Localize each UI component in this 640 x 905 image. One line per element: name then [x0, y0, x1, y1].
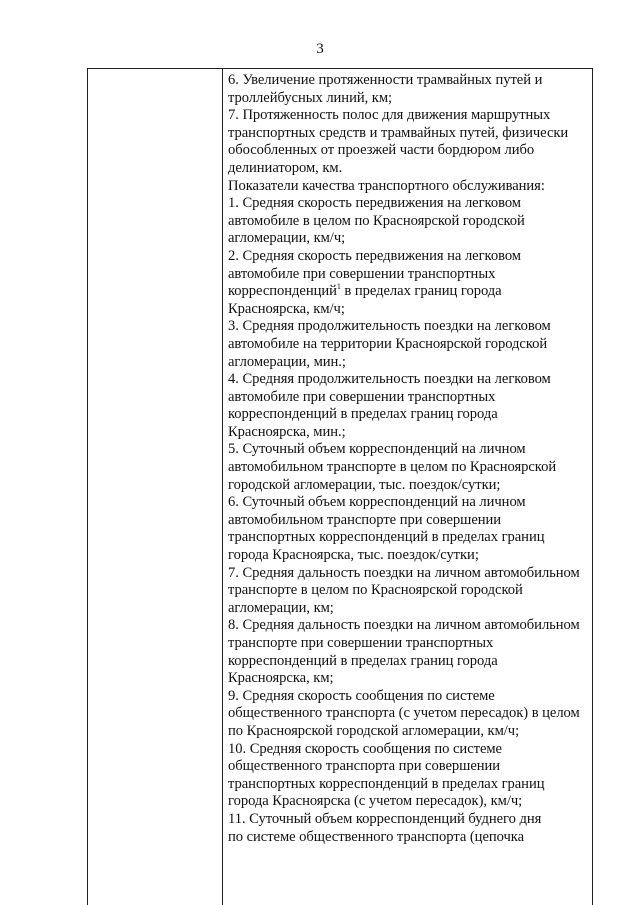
text-line: по Красноярской городской агломерации, км/ч; [228, 722, 520, 739]
text-fragment: в пределах границ города [340, 283, 502, 300]
text-line: автомобиле при совершении транспортных [228, 388, 496, 405]
text-line: по системе общественного транспорта (цепочка [228, 828, 525, 845]
text-fragment: корреспонденций [228, 283, 337, 300]
text-line: агломерации, км/ч; [228, 230, 346, 247]
text-line: автомобильном транспорте в целом по Красноярской [228, 459, 557, 476]
text-line: 6. Суточный объем корреспонденций на личном [228, 494, 526, 511]
text-line: автомобильном транспорте при совершении [228, 511, 502, 528]
text-line: 2. Средняя скорость передвижения на легковом [228, 247, 521, 264]
text-line: автомобиле на территории Красноярской городской [228, 335, 548, 352]
text-line: городской агломерации, тыс. поездок/сутки; [228, 476, 501, 493]
text-line: делиниатором, км. [228, 159, 343, 176]
text-line: автомобиле при совершении транспортных [228, 265, 496, 282]
text-line: 4. Средняя продолжительность поездки на легковом [228, 371, 551, 388]
text-line: города Красноярска, тыс. поездок/сутки; [228, 547, 479, 564]
text-line: 3. Средняя продолжительность поездки на легковом [228, 318, 551, 335]
text-line: автомобиле в целом по Красноярской городской [228, 212, 525, 229]
text-line: транспорте при совершении транспортных [228, 635, 494, 651]
text-line: Красноярска, мин.; [228, 423, 346, 440]
section-heading: Показатели качества транспортного обслуживания: [228, 177, 545, 194]
text-line: 9. Средняя скорость сообщения по системе [228, 687, 495, 704]
text-line: 1. Средняя скорость передвижения на легковом [228, 195, 521, 212]
text-line: транспортных средств и трамвайных путей, физически [228, 124, 569, 141]
text-line: 11. Суточный объем корреспонденций буднего дня [228, 810, 542, 827]
text-line: корреспонденций в пределах границ города [228, 406, 498, 423]
document-table [87, 68, 593, 905]
text-line: транспорте в целом по Красноярской городской [228, 582, 523, 599]
text-line: 6. Увеличение протяженности трамвайных путей и [228, 72, 543, 88]
text-line: города Красноярска (с учетом пересадок), км/ч; [228, 793, 523, 810]
table-right-column [223, 69, 592, 905]
text-line: обособленных от проезжей части бордюром либо [228, 142, 535, 159]
text-line: общественного транспорта (с учетом пересадок) в целом [228, 705, 580, 722]
page-number: 3 [316, 41, 324, 57]
text-line-with-footnote [228, 283, 588, 301]
text-line: 10. Средняя скорость сообщения по системе [228, 740, 502, 757]
text-line: корреспонденций в пределах границ города [228, 652, 498, 669]
table-left-column [88, 69, 223, 905]
footnote-marker: 1 [336, 282, 341, 292]
text-line: транспортных корреспонденций в пределах границ [228, 529, 545, 546]
text-line: Красноярска, км; [228, 670, 334, 687]
text-line: 7. Средняя дальность поездки на личном автомобильном [228, 564, 580, 581]
text-line: 5. Суточный объем корреспонденций на личном [228, 441, 526, 458]
text-line: транспортных корреспонденций в пределах границ [228, 775, 545, 792]
text-line: Красноярска, км/ч; [228, 300, 345, 317]
text-line: агломерации, мин.; [228, 353, 346, 370]
text-line: троллейбусных линий, км; [228, 89, 393, 106]
text-line: 7. Протяженность полос для движения маршрутных [228, 107, 551, 124]
text-line: агломерации, км; [228, 599, 334, 616]
text-line: общественного транспорта при совершении [228, 758, 501, 775]
text-line: 8. Средняя дальность поездки на личном автомобильном [228, 617, 580, 634]
